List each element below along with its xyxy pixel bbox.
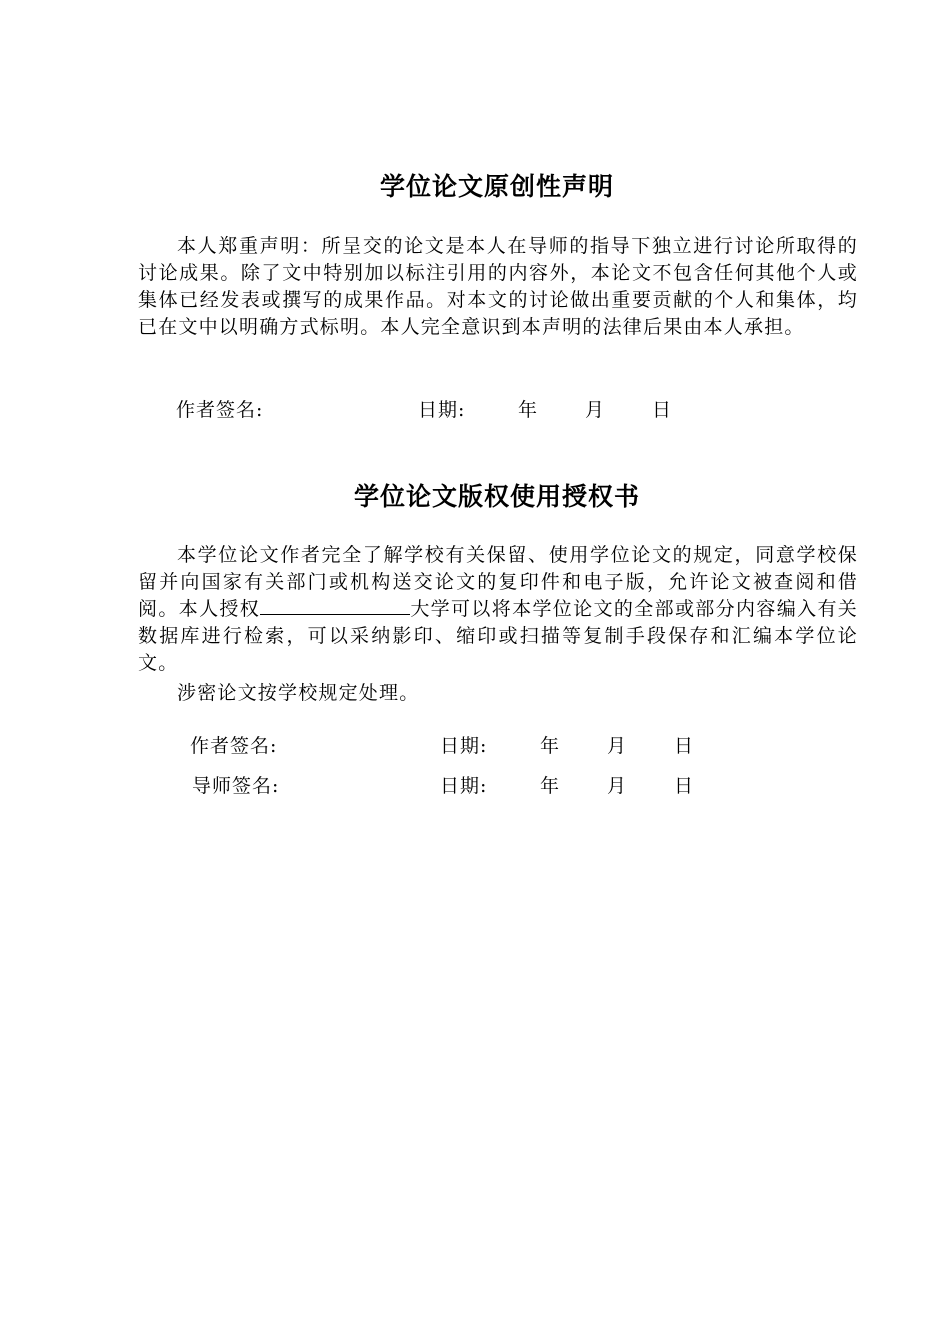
month-label: 月: [607, 775, 628, 797]
university-name-blank: [260, 596, 410, 615]
author-sign-label: 作者签名:: [190, 735, 278, 757]
copyright-body-part-1: 本学位论文作者完全了解学校有关保留、使用学位论文的规定，同意学校保留并向国家有关部门或机构送交论文的复印件和电子版，允许论文被查阅和借阅。本人授权: [138, 544, 858, 620]
year-label: 年: [540, 735, 561, 757]
declaration-title: 学位论文原创性声明: [379, 172, 614, 201]
date-label: 日期:: [440, 735, 488, 757]
day-label: 日: [674, 735, 695, 757]
date-label: 日期:: [440, 775, 488, 797]
copyright-advisor-signature-row: [0, 773, 950, 799]
month-label: 月: [607, 735, 628, 757]
copyright-author-signature-row: [0, 733, 950, 759]
year-label: 年: [518, 399, 539, 421]
month-label: 月: [585, 399, 606, 421]
author-sign-label: 作者签名:: [176, 399, 264, 421]
year-label: 年: [540, 775, 561, 797]
secret-note: 涉密论文按学校规定处理。: [177, 682, 420, 704]
declaration-body: 本人郑重声明：所呈交的论文是本人在导师的指导下独立进行讨论所取得的讨论成果。除了文中特别加以标注引用的内容外，本论文不包含任何其他个人或集体已经发表或撰写的成果作品。对本文的讨论做出重要贡献的个人和集体，均已在文中以明确方式标明。本人完全意识到本声明的法律后果由本人承担。: [138, 235, 858, 338]
copyright-title: 学位论文版权使用授权书: [353, 482, 640, 511]
copyright-body: [138, 542, 858, 677]
day-label: 日: [652, 399, 673, 421]
day-label: 日: [674, 775, 695, 797]
date-label: 日期:: [418, 399, 466, 421]
advisor-sign-label: 导师签名:: [192, 775, 280, 797]
copyright-body-part-2: 大学可以将本学位论文的全部或部分内容编入有关数据库进行检索，可以采纳影印、缩印或扫描等复制手段保存和汇编本学位论文。: [138, 598, 859, 674]
declaration-signature-row: [0, 397, 950, 423]
